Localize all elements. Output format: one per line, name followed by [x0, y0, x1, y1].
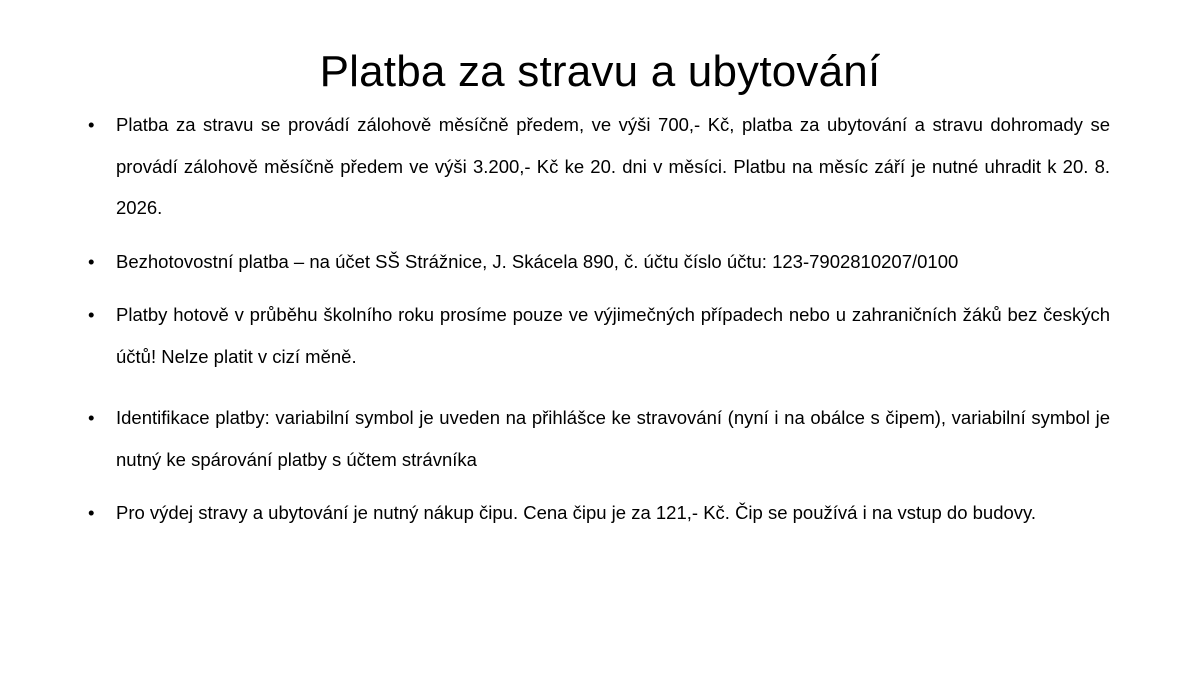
- bullet-text: Platba za stravu se provádí zálohově měsíčně předem, ve výši 700,- Kč, platba za ubytování a stravu dohromady se provádí zálohově měsíčně předem ve výši 3.200,- Kč ke 20. dni v měsíci. Platbu na měsíc září je nutné uhradit k 20. 8. 2026.: [116, 114, 1110, 218]
- bullet-item-monthly-payment: [88, 104, 1110, 229]
- bullet-icon: •: [88, 304, 95, 325]
- bullet-text: Platby hotově v průběhu školního roku prosíme pouze ve výjimečných případech nebo u zahraničních žáků bez českých účtů! Nelze platit v cizí měně.: [116, 304, 1110, 367]
- bullet-item-bank-transfer: [88, 241, 1110, 283]
- bullet-icon: •: [88, 114, 95, 135]
- slide-title: Platba za stravu a ubytování: [319, 47, 881, 96]
- bullet-icon: •: [88, 250, 95, 272]
- bullet-icon: •: [88, 407, 95, 428]
- bullet-icon: •: [88, 502, 95, 523]
- bullet-item-payment-identification: [88, 397, 1110, 480]
- bullet-text: Bezhotovostní platba – na účet SŠ Strážnice, J. Skácela 890, č. účtu číslo účtu: 123-7902810207/0100: [116, 250, 959, 272]
- bullet-item-chip-purchase: [88, 492, 1110, 534]
- bullet-text: Identifikace platby: variabilní symbol je uveden na přihlášce ke stravování (nyní i na obálce s čipem), variabilní symbol je nutný ke spárování platby s účtem strávníka: [116, 407, 1110, 470]
- bullet-text: Pro výdej stravy a ubytování je nutný nákup čipu. Cena čipu je za 121,- Kč. Čip se používá i na vstup do budovy.: [116, 502, 1037, 523]
- bullet-item-cash-payment: [88, 294, 1110, 377]
- bullet-list: [88, 104, 1110, 534]
